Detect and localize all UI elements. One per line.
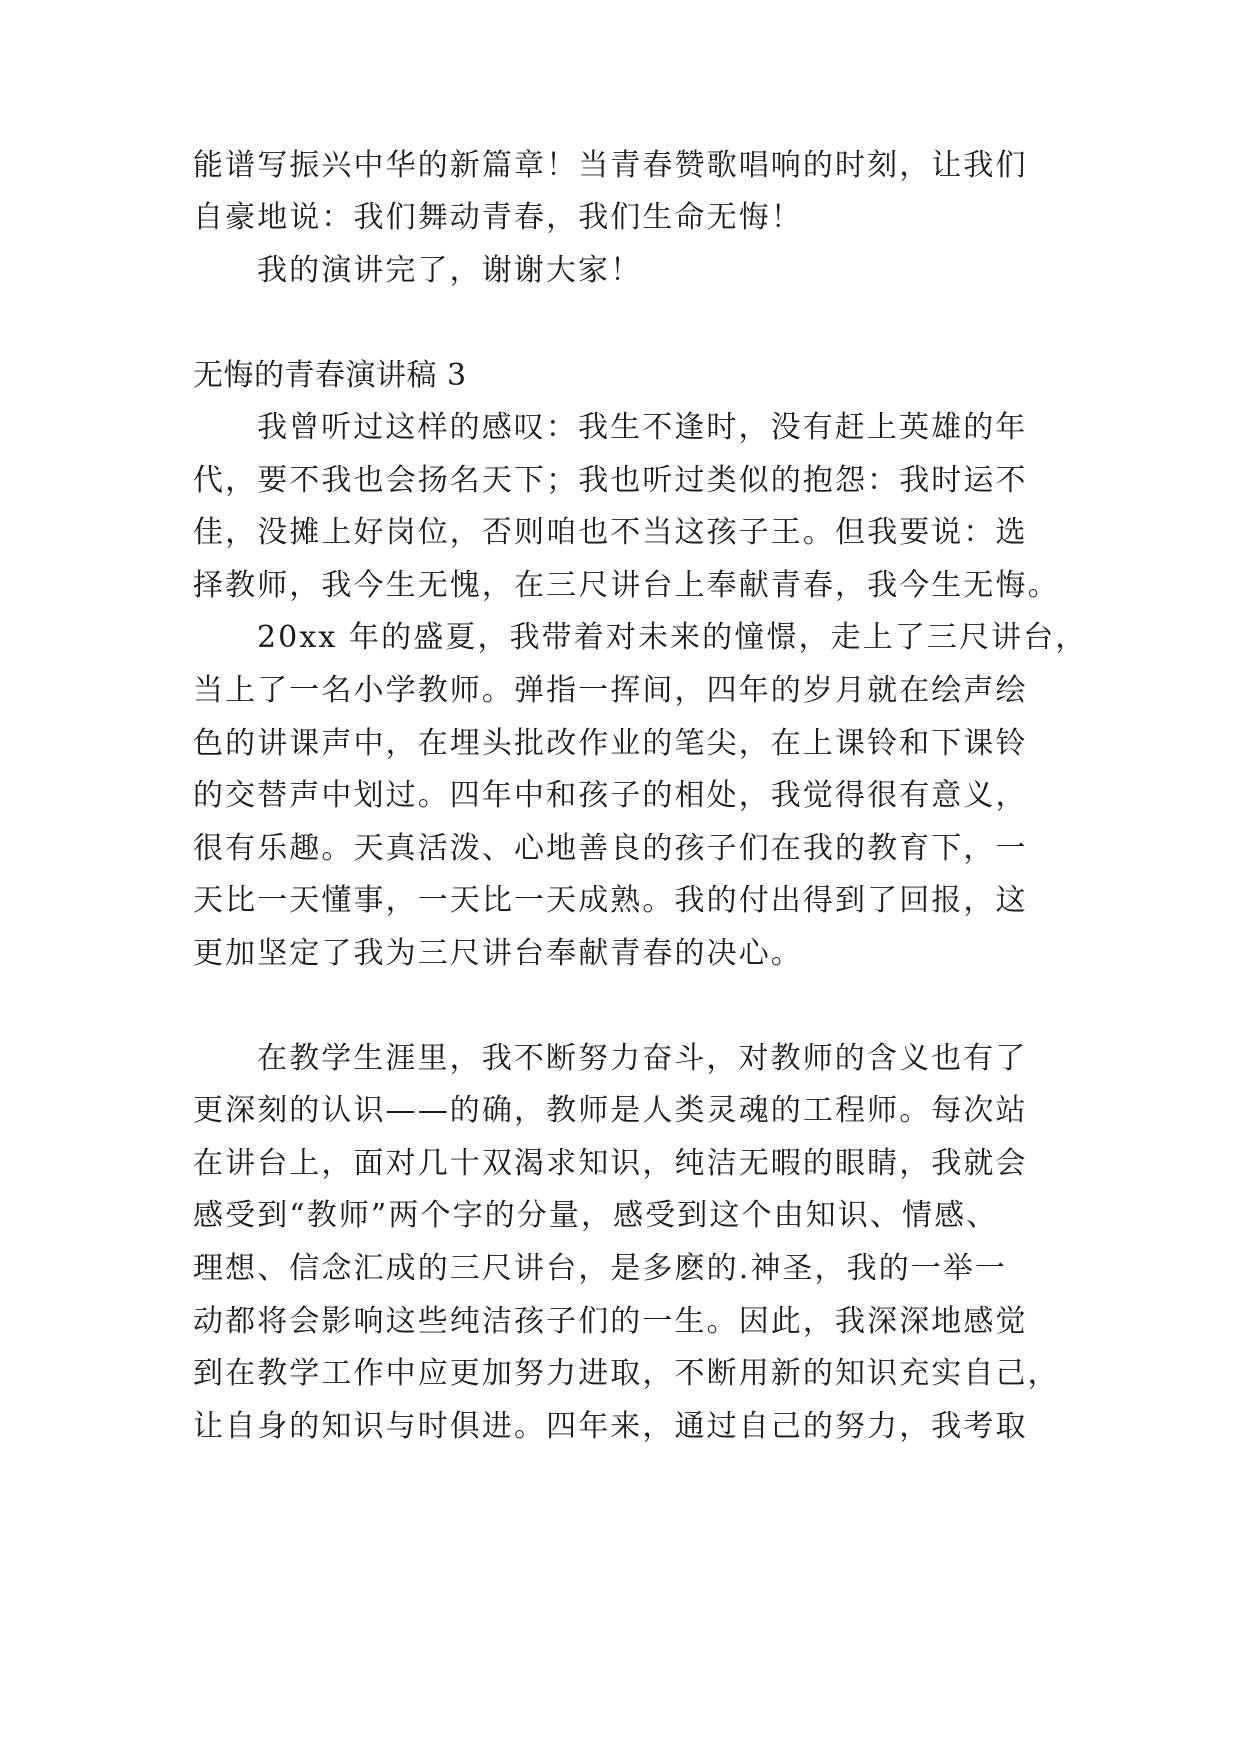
text-line: 当上了一名小学教师。弹指一挥间，四年的岁月就在绘声绘 (193, 673, 1028, 708)
text-line: 色的讲课声中，在埋头批改作业的笔尖，在上课铃和下课铃 (193, 726, 1028, 761)
text-line: 到在教学工作中应更加努力进取，不断用新的知识充实自己， (193, 1356, 1060, 1391)
text-line: 理想、信念汇成的三尺讲台，是多麽的.神圣，我的一举一 (193, 1251, 1008, 1286)
text-line: 择教师，我今生无愧，在三尺讲台上奉献青春，我今生无悔。 (193, 568, 1060, 603)
text-line: 很有乐趣。天真活泼、心地善良的孩子们在我的教育下，一 (193, 831, 1028, 866)
text-line: 的交替声中划过。四年中和孩子的相处，我觉得很有意义， (193, 778, 1028, 813)
text-line: 在教学生涯里，我不断努力奋斗，对教师的含义也有了 (257, 1041, 1028, 1076)
text-line: 天比一天懂事，一天比一天成熟。我的付出得到了回报，这 (193, 883, 1028, 918)
text-line: 20xx 年的盛夏，我带着对未来的憧憬，走上了三尺讲台， (257, 620, 1088, 655)
text-line: 我曾听过这样的感叹：我生不逢时，没有赶上英雄的年 (257, 410, 1028, 445)
section-heading: 无悔的青春演讲稿 3 (193, 358, 467, 393)
closing-line: 我的演讲完了，谢谢大家！ (257, 253, 643, 288)
text-line: 更加坚定了我为三尺讲台奉献青春的决心。 (193, 936, 803, 971)
text-line: 佳，没摊上好岗位，否则咱也不当这孩子王。但我要说：选 (193, 515, 1028, 550)
text-line: 更深刻的认识——的确，教师是人类灵魂的工程师。每次站 (193, 1093, 1028, 1128)
text-line: 能谱写振兴中华的新篇章！当青春赞歌唱响的时刻，让我们 (193, 148, 1028, 183)
text-line: 动都将会影响这些纯洁孩子们的一生。因此，我深深地感觉 (193, 1304, 1028, 1339)
text-line: 在讲台上，面对几十双渴求知识，纯洁无暇的眼睛，我就会 (193, 1146, 1028, 1181)
text-line: 感受到“教师”两个字的分量，感受到这个由知识、情感、 (193, 1198, 999, 1233)
text-line: 让自身的知识与时俱进。四年来，通过自己的努力，我考取 (193, 1409, 1028, 1444)
text-line: 代，要不我也会扬名天下；我也听过类似的抱怨：我时运不 (193, 463, 1028, 498)
text-line: 自豪地说：我们舞动青春，我们生命无悔！ (193, 200, 803, 235)
